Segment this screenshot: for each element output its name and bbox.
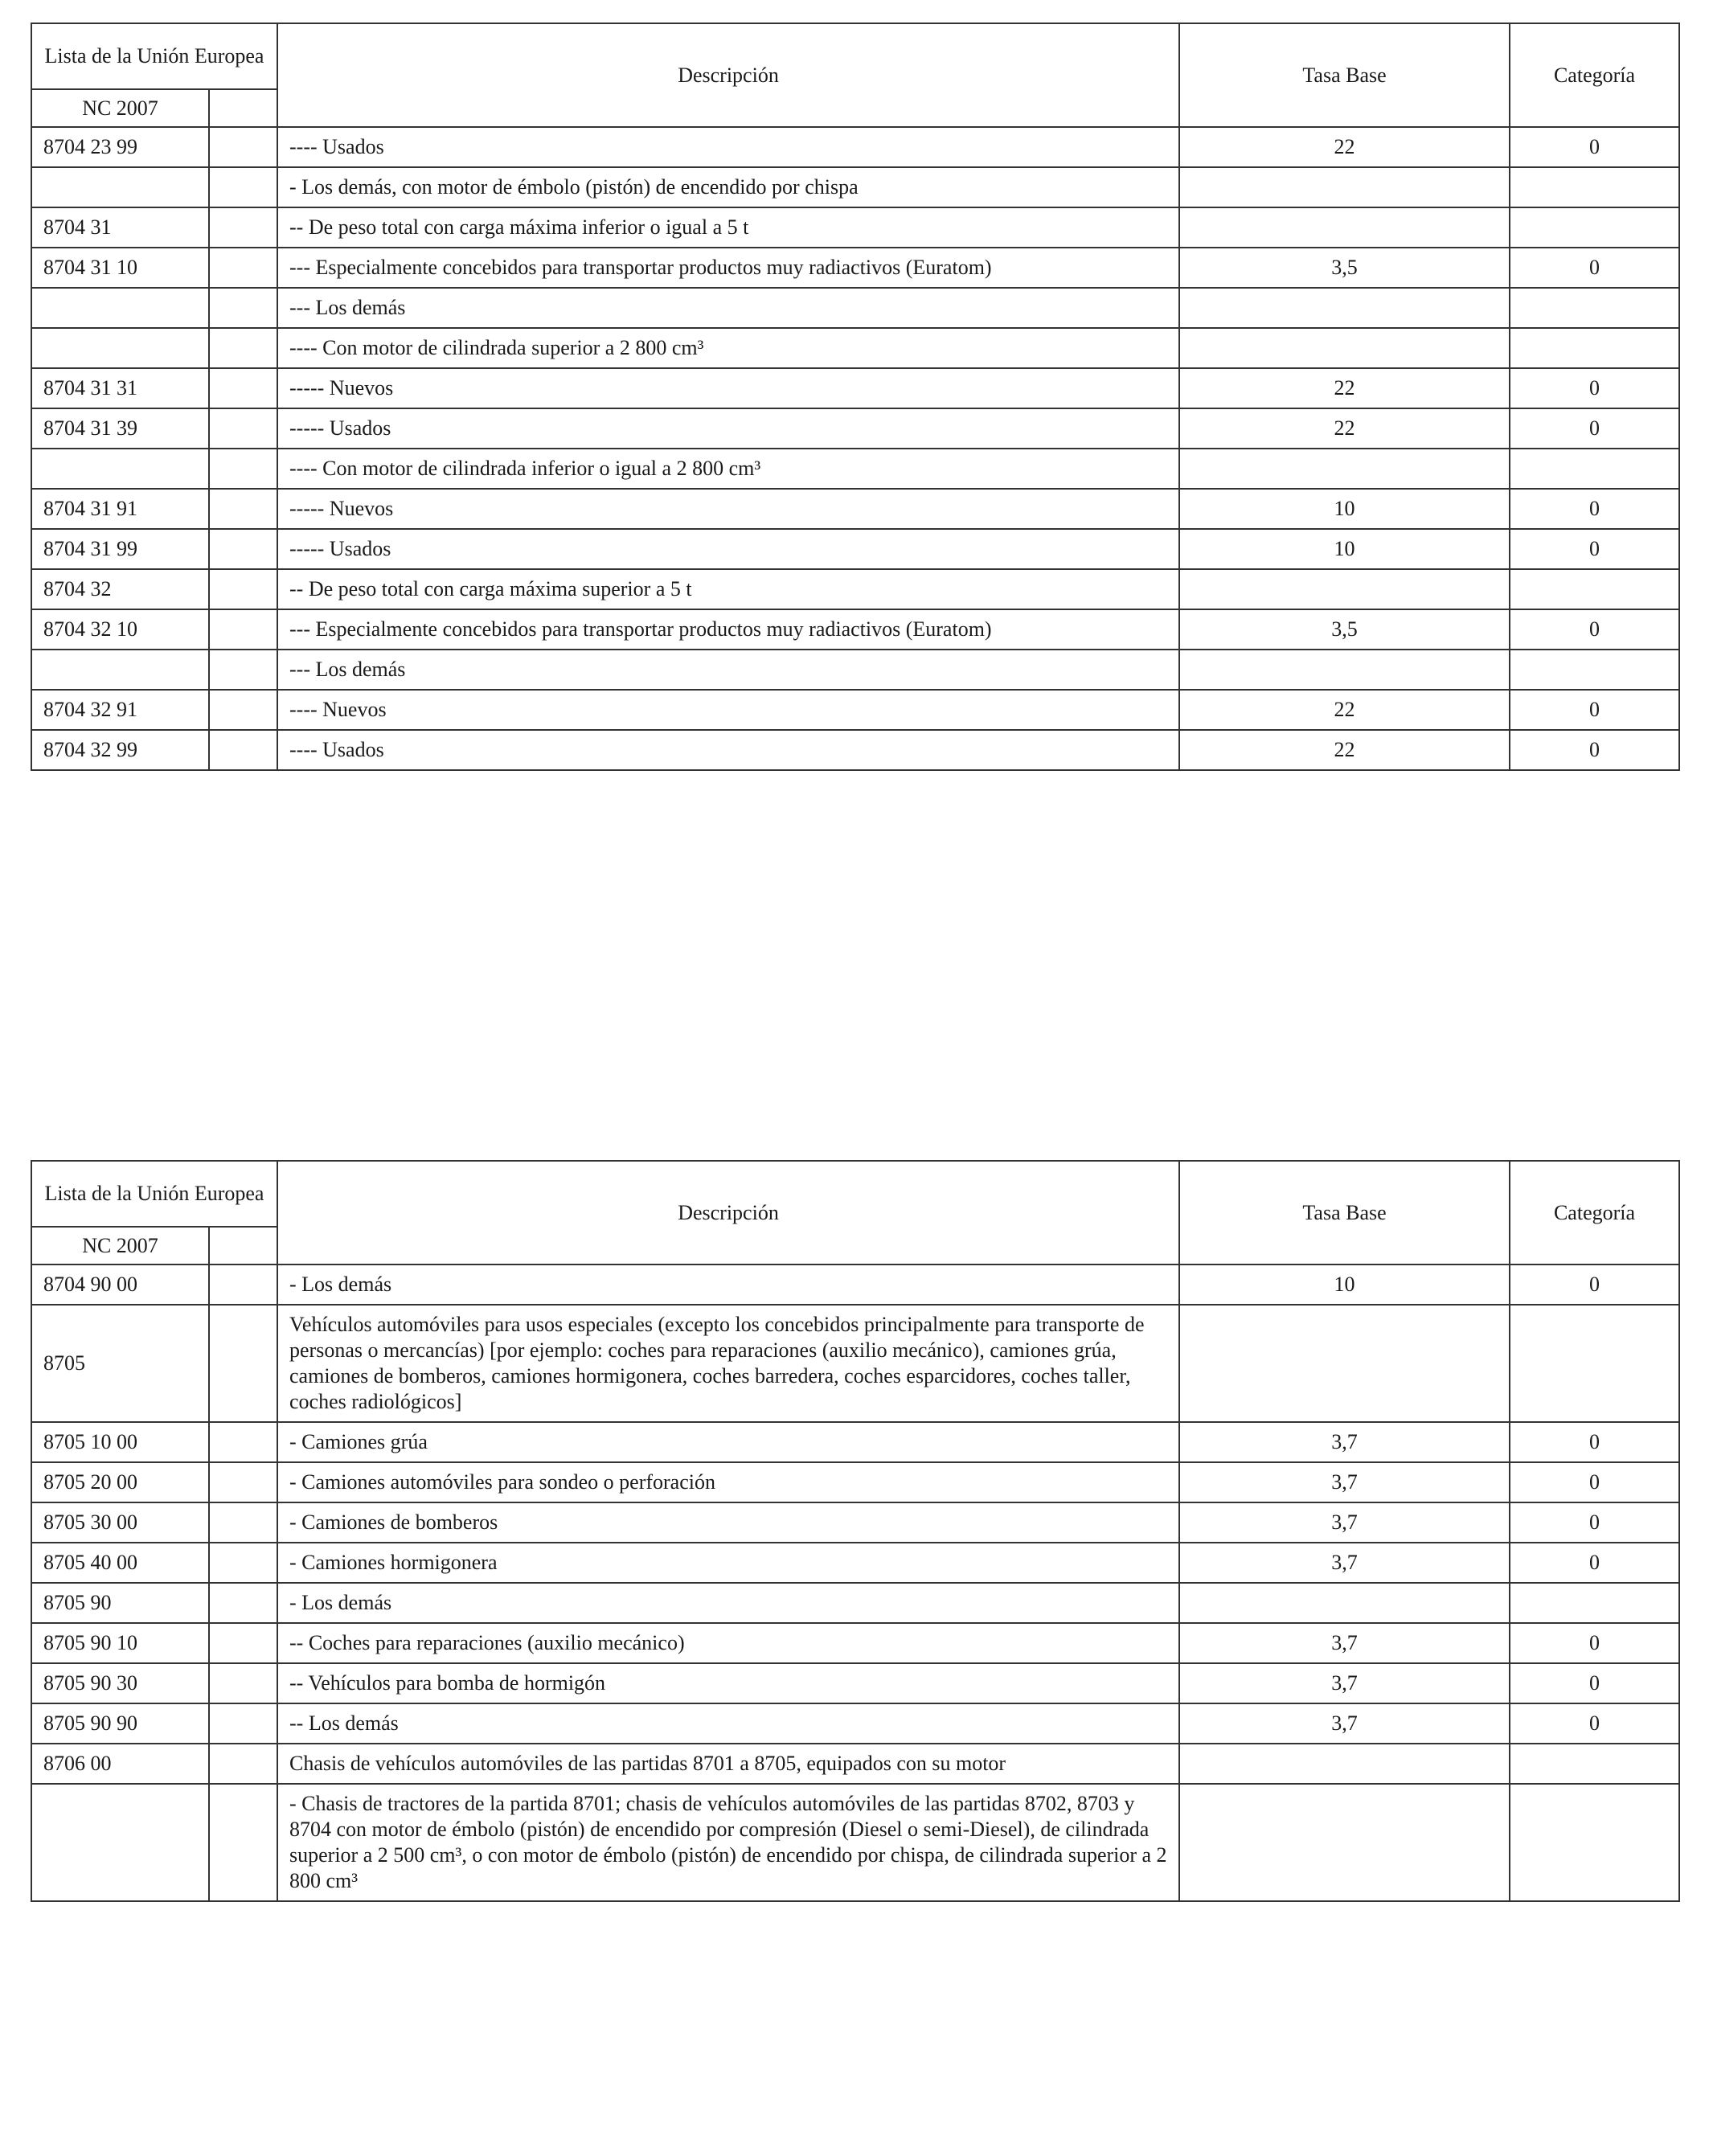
table-row [31,1462,1679,1502]
sub-cell [209,288,277,328]
sub-cell [209,690,277,730]
rate-cell: 3,5 [1179,248,1510,288]
table-row [31,730,1679,770]
code-cell [31,328,209,368]
rate-cell [1179,1784,1510,1901]
sub-cell [209,207,277,248]
sub-cell [209,1264,277,1305]
rate-cell [1179,1744,1510,1784]
sub-cell [209,569,277,609]
category-cell: 0 [1510,529,1679,569]
rate-cell: 22 [1179,127,1510,167]
code-cell: 8704 31 91 [31,489,209,529]
table-row [31,650,1679,690]
sub-cell [209,368,277,408]
sub-cell [209,529,277,569]
description-cell: -- Los demás [277,1703,1179,1744]
category-cell [1510,569,1679,609]
code-cell: 8704 31 39 [31,408,209,449]
category-cell: 0 [1510,368,1679,408]
rate-cell [1179,1583,1510,1623]
code-cell [31,288,209,328]
header-category: Categoría [1510,1161,1679,1264]
description-cell: - Los demás [277,1583,1179,1623]
table-row [31,167,1679,207]
sub-cell [209,328,277,368]
header-list-label: Lista de la Unión Europea [31,1161,277,1227]
description-cell: -- Vehículos para bomba de hormigón [277,1663,1179,1703]
category-cell: 0 [1510,1264,1679,1305]
category-cell [1510,328,1679,368]
code-cell: 8704 31 10 [31,248,209,288]
description-cell: - Chasis de tractores de la partida 8701; chasis de vehículos automóviles de las partidas 8702, 8703 y 8704 con motor de émbolo (pistón) de encendido por compresión (Diesel o semi-Diesel), de cilindrada superior a 2 500 cm³, o con motor de émbolo (pistón) de encendido por chispa, de cilindrada superior a 2 800 cm³ [277,1784,1179,1901]
description-cell: ----- Usados [277,529,1179,569]
rate-cell: 10 [1179,529,1510,569]
code-cell: 8704 32 10 [31,609,209,650]
table-row [31,449,1679,489]
sub-cell [209,730,277,770]
table-body [31,1264,1679,1901]
code-cell: 8704 32 99 [31,730,209,770]
category-cell [1510,650,1679,690]
rate-cell: 3,7 [1179,1663,1510,1703]
sub-cell [209,167,277,207]
code-cell [31,650,209,690]
sub-cell [209,1583,277,1623]
table-row [31,1305,1679,1422]
table-row [31,569,1679,609]
description-cell: --- Los demás [277,288,1179,328]
description-cell: - Camiones de bomberos [277,1502,1179,1543]
category-cell: 0 [1510,1703,1679,1744]
category-cell: 0 [1510,1623,1679,1663]
category-cell: 0 [1510,127,1679,167]
category-cell: 0 [1510,408,1679,449]
sub-cell [209,489,277,529]
code-cell: 8704 32 91 [31,690,209,730]
rate-cell [1179,1305,1510,1422]
code-cell: 8706 00 [31,1744,209,1784]
table-row [31,1703,1679,1744]
description-cell: Vehículos automóviles para usos especiales (excepto los concebidos principalmente para transporte de personas o mercancías) [por ejemplo: coches para reparaciones (auxilio mecánico), camiones grúa, camiones de bomberos, camiones hormigonera, coches barredera, coches esparcidores, coches taller, coches radiológicos] [277,1305,1179,1422]
description-cell: ---- Usados [277,730,1179,770]
code-cell: 8705 90 30 [31,1663,209,1703]
sub-cell [209,1462,277,1502]
rate-cell [1179,167,1510,207]
rate-cell [1179,449,1510,489]
header-description: Descripción [277,23,1179,127]
rate-cell: 3,7 [1179,1543,1510,1583]
table-row [31,529,1679,569]
code-cell: 8705 90 90 [31,1703,209,1744]
category-cell [1510,1305,1679,1422]
sub-cell [209,609,277,650]
rate-cell [1179,569,1510,609]
code-cell: 8705 90 [31,1583,209,1623]
category-cell: 0 [1510,1422,1679,1462]
description-cell: - Camiones grúa [277,1422,1179,1462]
code-cell: 8704 23 99 [31,127,209,167]
code-cell: 8704 31 [31,207,209,248]
sub-cell [209,650,277,690]
rate-cell: 22 [1179,730,1510,770]
description-cell: --- Especialmente concebidos para transportar productos muy radiactivos (Euratom) [277,609,1179,650]
category-cell [1510,1784,1679,1901]
description-cell: --- Los demás [277,650,1179,690]
category-cell [1510,167,1679,207]
rate-cell: 22 [1179,408,1510,449]
category-cell: 0 [1510,609,1679,650]
table-row [31,690,1679,730]
table-body [31,127,1679,770]
code-cell: 8705 10 00 [31,1422,209,1462]
description-cell: - Los demás [277,1264,1179,1305]
table-row [31,328,1679,368]
table-row [31,368,1679,408]
description-cell: -- De peso total con carga máxima superior a 5 t [277,569,1179,609]
description-cell: ----- Nuevos [277,489,1179,529]
table-row [31,1502,1679,1543]
rate-cell [1179,288,1510,328]
category-cell: 0 [1510,730,1679,770]
rate-cell [1179,328,1510,368]
table-row [31,248,1679,288]
description-cell: --- Especialmente concebidos para transportar productos muy radiactivos (Euratom) [277,248,1179,288]
table-row [31,1744,1679,1784]
code-cell [31,167,209,207]
description-cell: -- De peso total con carga máxima inferior o igual a 5 t [277,207,1179,248]
code-cell [31,449,209,489]
table-row [31,1422,1679,1462]
header-rate: Tasa Base [1179,23,1510,127]
rate-cell [1179,207,1510,248]
rate-cell: 3,5 [1179,609,1510,650]
table-row [31,1264,1679,1305]
category-cell: 0 [1510,248,1679,288]
code-cell: 8705 40 00 [31,1543,209,1583]
code-cell: 8705 30 00 [31,1502,209,1543]
header-nc-sub [209,1227,277,1264]
table-row [31,1583,1679,1623]
category-cell [1510,1744,1679,1784]
header-category: Categoría [1510,23,1679,127]
description-cell: ---- Nuevos [277,690,1179,730]
category-cell: 0 [1510,1502,1679,1543]
rate-cell: 3,7 [1179,1462,1510,1502]
header-nc: NC 2007 [31,1227,209,1264]
category-cell [1510,449,1679,489]
rate-cell: 3,7 [1179,1703,1510,1744]
table-row [31,1663,1679,1703]
sub-cell [209,127,277,167]
sub-cell [209,1543,277,1583]
sub-cell [209,408,277,449]
rate-cell [1179,650,1510,690]
table-header [31,1161,1679,1264]
sub-cell [209,1744,277,1784]
description-cell: -- Coches para reparaciones (auxilio mecánico) [277,1623,1179,1663]
description-cell: ----- Usados [277,408,1179,449]
tariff-table-1 [31,23,1680,771]
rate-cell: 3,7 [1179,1623,1510,1663]
description-cell: Chasis de vehículos automóviles de las partidas 8701 a 8705, equipados con su motor [277,1744,1179,1784]
description-cell: ---- Usados [277,127,1179,167]
code-cell: 8704 90 00 [31,1264,209,1305]
description-cell: - Camiones automóviles para sondeo o perforación [277,1462,1179,1502]
sub-cell [209,449,277,489]
header-nc-sub [209,89,277,127]
table-row [31,207,1679,248]
description-cell: - Los demás, con motor de émbolo (pistón) de encendido por chispa [277,167,1179,207]
table-row [31,609,1679,650]
code-cell: 8705 20 00 [31,1462,209,1502]
category-cell: 0 [1510,1663,1679,1703]
rate-cell: 22 [1179,368,1510,408]
rate-cell: 22 [1179,690,1510,730]
sub-cell [209,1623,277,1663]
code-cell: 8705 [31,1305,209,1422]
table-row [31,1543,1679,1583]
sub-cell [209,1502,277,1543]
rate-cell: 10 [1179,1264,1510,1305]
rate-cell: 10 [1179,489,1510,529]
category-cell [1510,1583,1679,1623]
category-cell [1510,288,1679,328]
table-row [31,1623,1679,1663]
table-row [31,288,1679,328]
header-description: Descripción [277,1161,1179,1264]
code-cell: 8704 31 31 [31,368,209,408]
rate-cell: 3,7 [1179,1422,1510,1462]
table-row [31,489,1679,529]
code-cell: 8705 90 10 [31,1623,209,1663]
category-cell: 0 [1510,1543,1679,1583]
sub-cell [209,1784,277,1901]
header-rate: Tasa Base [1179,1161,1510,1264]
sub-cell [209,1305,277,1422]
sub-cell [209,1703,277,1744]
table-row [31,408,1679,449]
table-row [31,127,1679,167]
rate-cell: 3,7 [1179,1502,1510,1543]
sub-cell [209,1422,277,1462]
description-cell: ---- Con motor de cilindrada superior a 2 800 cm³ [277,328,1179,368]
description-cell: - Camiones hormigonera [277,1543,1179,1583]
description-cell: ----- Nuevos [277,368,1179,408]
description-cell: ---- Con motor de cilindrada inferior o igual a 2 800 cm³ [277,449,1179,489]
tariff-table-2 [31,1160,1680,1902]
category-cell: 0 [1510,690,1679,730]
category-cell: 0 [1510,1462,1679,1502]
code-cell: 8704 31 99 [31,529,209,569]
table-row [31,1784,1679,1901]
code-cell [31,1784,209,1901]
sub-cell [209,1663,277,1703]
category-cell [1510,207,1679,248]
header-nc: NC 2007 [31,89,209,127]
header-list-label: Lista de la Unión Europea [31,23,277,89]
code-cell: 8704 32 [31,569,209,609]
category-cell: 0 [1510,489,1679,529]
table-header [31,23,1679,127]
sub-cell [209,248,277,288]
